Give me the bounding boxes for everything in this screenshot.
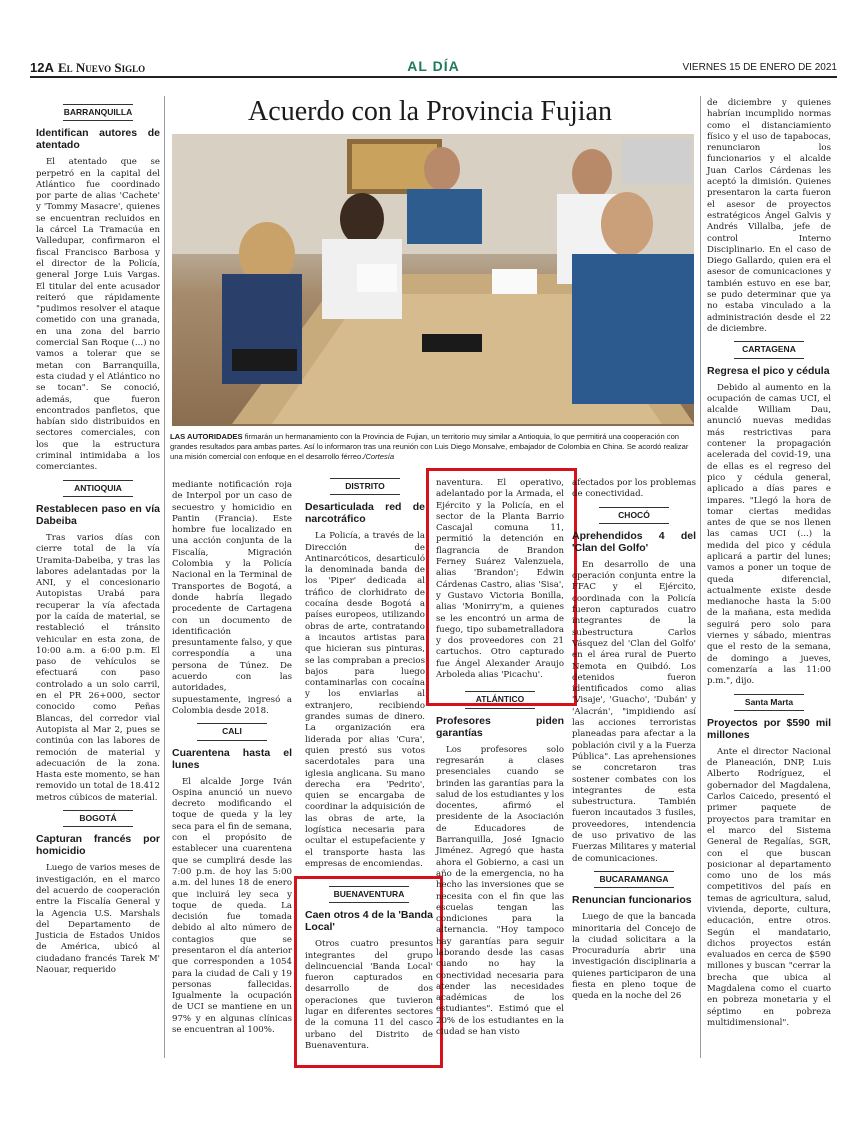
tag-bucaramanga: BUCARAMANGA	[594, 871, 674, 888]
headline-banda-local: Caen otros 4 de la 'Banda Local'	[305, 909, 433, 934]
tag-atlantico: ATLÁNTICO	[465, 691, 535, 708]
tag-antioquia: ANTIOQUIA	[63, 480, 133, 497]
main-headline: Acuerdo con la Provincia Fujian	[248, 96, 612, 127]
tag-buenaventura: BUENAVENTURA	[329, 886, 409, 903]
column-5	[572, 478, 696, 1005]
article-clan-golfo: En desarrollo de una operación conjunta entre la FFAC y el Ejército, coordinada con la Policía fueron capturados cuatro integrantes de la subestructura Carlos Vásquez del 'Clan del Golfo' en el área rural de Puerto Nemota en Quibdó. Los detenidos fueron identificados como alias 'Visaje', 'Guacho', 'Dubán' y 'Alacrán', "impidiendo así las acciones terroristas planeadas para afectar a la población civil y a la Fuerza Pública". Las aprehensiones se concretaron tras sostener combates con los integrantes de esta subestructura. También fueron incautados 3 fusiles, proveedores, intendencia de uso privativo de las Fuerzas Militares y material de comunicaciones.	[572, 559, 696, 864]
newspaper-name: El Nuevo Siglo	[58, 60, 146, 75]
article-atentado: El atentado que se perpetró en la capital del Atlántico fue coordinado por parte de alias 'Cachete' y 'Tommy Masacre', quienes se encuentran recluidos en la cárcel La Tramacúa en Valledupar, confirmaron el fiscal Francisco Barbosa y el director de la Policía, general Jorge Luis Vargas. El titular del ente acusador reiteró que rápidamente "pudimos resolver el ataque cometido con una granada, en una zona del barrio comercial San Roque (...) no vamos a tolerar que se metan con Barranquilla, esta ciudad y el Atlántico no se tocan". Se conoció, además, que fueron encontrados panfletos, que habían sido distribuidos en sectores comerciales, con los que la estructura criminal intimidaba a los comerciantes.	[36, 157, 160, 473]
photo-caption	[170, 432, 690, 462]
article-profesores-cont: afectados por los problemas de conectividad.	[572, 478, 696, 500]
column-rule	[700, 96, 701, 1058]
tag-barranquilla: BARRANQUILLA	[63, 104, 133, 121]
caption-lead: LAS AUTORIDADES	[170, 432, 243, 441]
page-number: 12A	[30, 60, 54, 75]
column-6	[707, 98, 831, 1031]
tag-cali: CALI	[197, 723, 267, 740]
headline-atentado: Identifican autores de atentado	[36, 127, 160, 152]
column-3	[305, 472, 425, 872]
meeting-photo	[172, 134, 694, 426]
headline-pico-cedula: Regresa el pico y cédula	[707, 364, 830, 377]
headline-frances: Capturan francés por homicidio	[36, 833, 160, 858]
article-profesores: Los profesores solo regresarán a clases presenciales cuando se brinden las garantías para la salud de los estudiantes y los docentes, afirmó el presidente de la Asociación de Educadores de Barranquilla, José Ignacio Jiménez. Agregó que hasta ahora el Gobierno, a casi un año de la emergencia, no ha hecho las inversiones que se necesita con el fin que las escuelas tengan las condiciones para la alternancia. "Hoy tampoco hay garantías para seguir laborando desde las casas cuando no hay la conectividad necesaria para atender las necesidades académicas de los estudiantes". Estimó que el 20% de los estudiantes en la ciudad se han visto	[436, 744, 564, 1038]
tag-bogota: BOGOTÁ	[63, 810, 133, 827]
masthead-rule	[30, 76, 837, 78]
tag-distrito: DISTRITO	[330, 478, 400, 495]
section-title: AL DÍA	[407, 58, 460, 74]
article-banda-local-cont: naventura. El operativo, adelantado por la Armada, el Ejército y la Policía, en el sector de la Planta Barrio Cascajal comuna 11, permitió la detención en flagrancia de Brandon Ferney Suárez Valenzuela, alias 'Brandon'; Edwin Cárdenas Castro, alias 'Sisa', y Gustavo Victoria Bonilla, alias 'Monirry'm, a quienes se les encontró un arma de fuego, tipo subametralladora y dos proveedores con 21 cartuchos. Otro capturado fue Ángel Alexander Araujo Arboleda alias 'Picachu'.	[436, 478, 564, 681]
column-rule	[164, 96, 165, 1058]
article-funcionarios-cont: de diciembre y quienes habrían incumplido normas como el distanciamiento físico y el uso de tapabocas, renunciaron los funcionarios y el alcalde Juan Carlos Cárdenas les aceptó la dimisión. Quienes presentaron la carta fueron el asesor de proyectos estratégicos Ángel Galvis y Andrés Villalba, jefe de control Interno Disciplinario. En el caso de Diego Gallardo, quien era el asesor de comunicaciones y también estuvo en ese bar, se pudo determinar que ya no estaba vinculado a la administración desde el 22 de diciembre.	[707, 98, 831, 334]
article-pico-cedula: Debido al aumento en la ocupación de camas UCI, el alcalde William Dau, anunció nuevas medidas más restrictivas para contener la propagación acelerada del covid-19, una de ellas es el regreso del pico y cédula general, aplicado a días pares e impares. "Llegó la hora de tomar ciertas medidas antes de que se nos llenen las camas UCI (...) la medida del pico y cédula aplicará a partir del lunes; vamos a poner un toque de queda diferencial, actualmente existe desde medianoche hasta la 5:00 de la mañana, esta medida seguirá pero solo para viernes y sábado, mientras que el resto de la semana, de domingo a jueves, comenzaría a las 11:00 p.m.", dijo.	[707, 382, 831, 687]
article-frances: Luego de varios meses de investigación, en el marco del acuerdo de cooperación entre la Fiscalía General y la Agencia U.S. Marshals del Departamento de Justicia de Estados Unidos de América, ubicó al ciudadano francés Tarek M' Naouar, requerido	[36, 863, 160, 975]
article-banda-local: Otros cuatro presuntos integrantes del grupo delincuencial 'Banda Local' fueron capturados en desarrollo de dos operaciones que tuvieron lugar en diferentes sectores de la comuna 11 del casco urbano del Distrito de Buenaventura.	[305, 939, 433, 1051]
tag-santa-marta: Santa Marta	[734, 694, 804, 711]
article-cuarentena: El alcalde Jorge Iván Ospina anunció un nuevo decreto modificando el toque de queda y la ley seca para el fin de semana, con el propósito de establecer una cuarentena que se cumplirá desde las 7:00 p.m. de hoy las 5:00 a.m. del lunes 18 de enero que incluirá ley seca y toque de queda. La decisión fue tomada debido al alto número de contagios que se presentaron el día anterior que corresponden a 1054 para la ciudad de Cali y 19 personas fallecidas. Igualmente la ocupación de UCI se mantiene en un 97% y en algunas clínicas se encuentran al 100%.	[172, 776, 292, 1036]
highlight-box-buenaventura	[294, 876, 443, 1068]
column-2	[172, 480, 292, 1038]
article-narcotrafico: La Policía, a través de la Dirección de Antinarcóticos, desarticuló la denominada banda de los 'Piper' dedicada al tráfico de clorhidrato de cocaína desde Bogotá a países europeos, utilizando obras de arte, contratando a incautos artistas para que hicieran sus pinturas, se las compraban a precios bajos para luego contaminarlas con cocaína y los enviarlas al extranjero, recibiendo grandes sumas de dinero. La organización era liderada por alias 'Cura', quien prestó sus votos sacerdotales para una iglesia anglicana. Su mano derecha era 'Pedrito', quien se encargaba de coordinar la adquisición de las obras de arte, la logística necesaria para ocultar el estupefaciente y el transporte hasta las empresas de encomiendas.	[305, 531, 425, 869]
tag-cartagena: CARTAGENA	[734, 341, 804, 358]
caption-credit: /Cortesía	[363, 452, 395, 461]
headline-proyectos: Proyectos por $590 mil millones	[707, 716, 831, 741]
tag-choco: CHOCÓ	[599, 507, 669, 524]
headline-cuarentena: Cuarentena hasta el lunes	[172, 746, 292, 771]
caption-text: firmarán un hermanamiento con la Provincia de Fujian, un territorio muy similar a Antioquia, lo que permitirá una cooperación con grandes resultados para ambas partes. Así lo informaron tras una reunión con Luis Diego Monsalve, embajador de Colombia en China. Se acordó realizar una misión comercial con enfoque en el desarrollo férreo.	[170, 432, 689, 461]
article-funcionarios: Luego de que la bancada minoritaria del Concejo de la ciudad solicitara a la Procuraduría abrir una investigación disciplinaria a quienes participaron de una fiesta en pleno toque de queda en la noche del 26	[572, 912, 696, 1002]
article-proyectos: Ante el director Nacional de Planeación, DNP, Luis Alberto Rodríguez, el gobernador del Magdalena, Carlos Caicedo, presentó el primer paquete de proyectos para tramitar en el marco del Sistema General de Regalías, SGR, con el que buscan posicionar al departamento como uno de los más competitivos del país en temas de agricultura, salud, vivienda, deporte, cultura, educación, entre otros. Según el mandatario, dichos proyectos están evaluados en cerca de $590 millones y buscan "cerrar la brecha que ubica al Magdalena como el cuarto en pobreza monetaria y el séptimo en pobreza multidimensional".	[707, 746, 831, 1028]
column-1	[36, 98, 160, 978]
headline-profesores: Profesores piden garantías	[436, 714, 564, 739]
headline-narcotrafico: Desarticulada red de narcotráfico	[305, 501, 425, 526]
headline-clan-golfo: Aprehendidos 4 del 'Clan del Golfo'	[572, 529, 696, 554]
headline-funcionarios: Renuncian funcionarios	[572, 894, 692, 907]
headline-dabeiba: Restablecen paso en vía Dabeiba	[36, 502, 160, 527]
article-frances-cont: mediante notificación roja de Interpol por un caso de secuestro y homicidio en Pantin (Francia). Este hombre fue localizado en una acción conjunta de la Fiscalía, Migración Colombia y la Policía Nacional en la Terminal de Transportes de Bogotá, a donde habría llegado procedente de Cartagena con un documento de identificación presuntamente falso, y que correspondía a una persona de Túnez. De acuerdo con las autoridades, supuestamente, ingresó a Colombia desde 2018.	[172, 480, 292, 716]
article-dabeiba: Tras varios días con cierre total de la vía Uramita-Dabeiba, y tras las labores adelantadas por la ANI, y el concesionario Autopistas Urabá para recuperar la vía afectada por la caída de material, se restableció el tránsito vehicular en esta zona, de 10:00 a.m. a 6:00 p.m. El paso de vehículos se efectuará con paso controlado a un solo carril, en el PR 26+000, sector conocido como Peñas Blancas, del corredor vial Autopista al Mar 2, pues se continúa con las labores de remoción de material y adecuación de la zona. Hasta este momento, se han removido un total de 18.412 metros cúbicos de material.	[36, 532, 160, 803]
highlight-box-operativo	[426, 468, 577, 706]
issue-date: VIERNES 15 DE ENERO DE 2021	[682, 62, 837, 73]
